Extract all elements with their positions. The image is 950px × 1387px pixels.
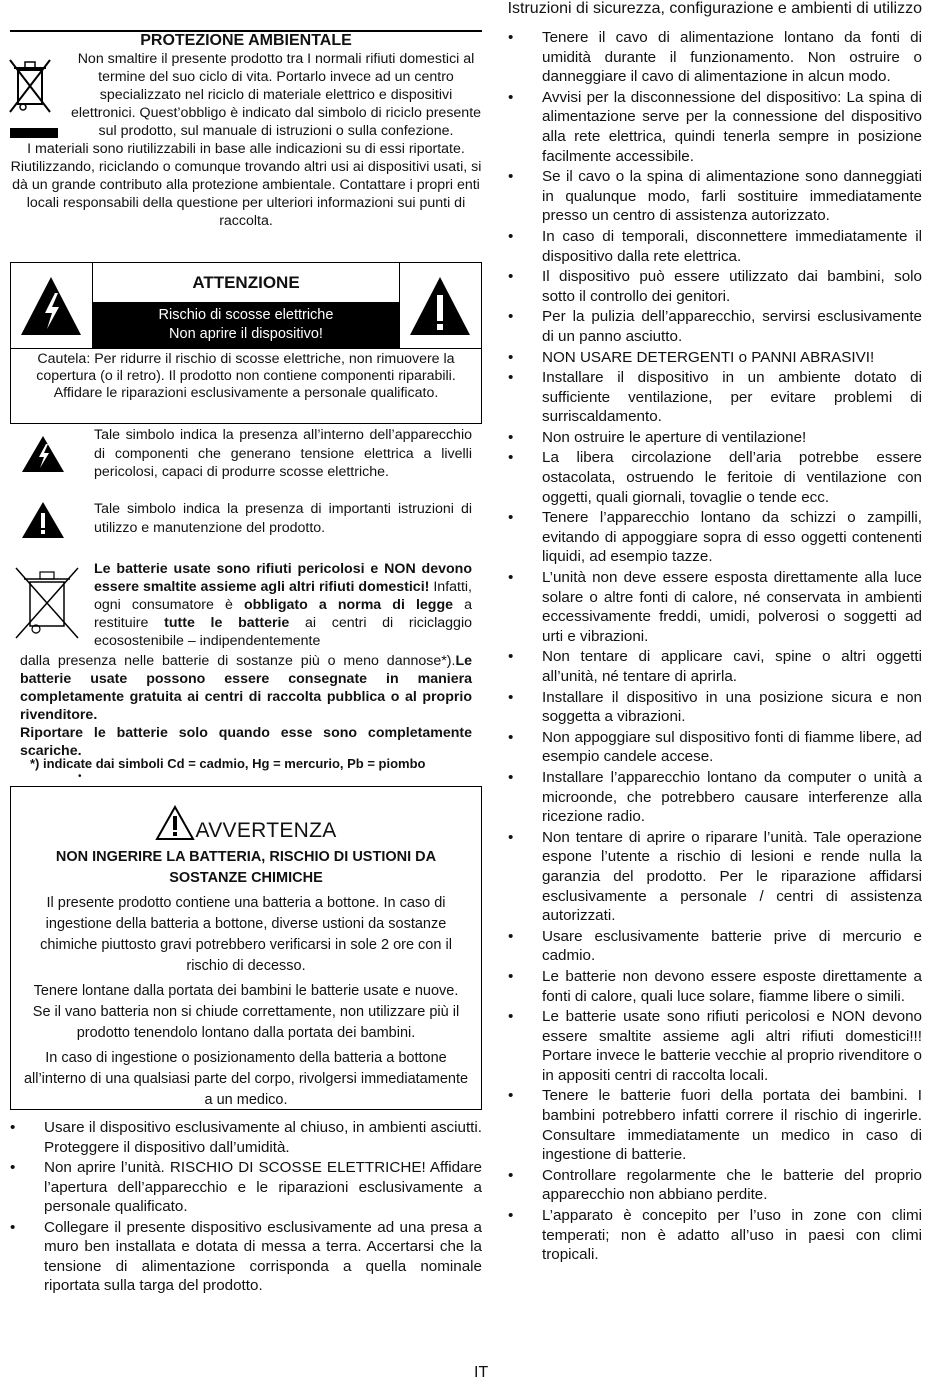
battery-text-3: ai centri di riciclaggio ecosostenibile – indipendentemente	[94, 615, 472, 649]
attention-banner-line-2: Non aprire il dispositivo!	[169, 326, 323, 342]
attention-header	[93, 263, 399, 349]
list-item: • Tenere l’apparecchio lontano da schizzi o zampilli, evitando di appoggiare sopra di esso oggetti contenenti liquidi, ad esempio tazze.	[508, 508, 922, 567]
battery-bold-5: Riportare le batterie solo quando esse sono completamente scariche.	[20, 725, 472, 759]
environment-body	[10, 50, 482, 230]
list-item: • Tenere le batterie fuori della portata dei bambini. I bambini potrebbero infatti correre il rischio di ingerirle. Consultare immediatamente un medico in caso di ingestione di batterie.	[508, 1086, 922, 1164]
warning-title: AVVERTENZA	[195, 819, 337, 842]
list-item: • Non tentare di applicare cavi, spine o altri oggetti all’unità, né tentare di aprirla.	[508, 647, 922, 686]
list-item: • Non tentare di aprire o riparare l’unità. Tale operazione espone l’utente a rischio di lesioni e rende nulla la garanzia del prodotto. Per le riparazione affidarsi esclusivamente a personale / centri di assistenza autorizzati.	[508, 828, 922, 926]
list-item: • L’unità non deve essere esposta direttamente alla luce solare o altre fonti di calore, né conservata in ambienti eccessivamente freddi, umidi, polverosi o soggetti ad urti e vibrazioni.	[508, 568, 922, 646]
list-item: • In caso di temporali, disconnettere immediatamente il dispositivo dalla rete elettrica.	[508, 227, 922, 266]
attention-banner-line-1: Rischio di scosse elettriche	[158, 307, 334, 323]
list-item: • Avvisi per la disconnessione del dispositivo: La spina di alimentazione serve per la connessione del dispositivo alla rete elettrica, quindi tenerla sempre in posizione facilmente accessibile.	[508, 88, 922, 166]
list-item: • NON USARE DETERGENTI o PANNI ABRASIVI!	[508, 348, 922, 368]
battery-text-1: Infatti, ogni consumatore è	[94, 579, 472, 613]
list-item: • Il dispositivo può essere utilizzato dai bambini, solo sotto il controllo dei genitori.	[508, 267, 922, 306]
battery-text-4: dalla presenza nelle batterie di sostanze più o meno dannose*).	[20, 653, 456, 669]
exclamation-panel	[399, 263, 481, 349]
warning-para-1: Il presente prodotto contiene una batteria a bottone. In caso di ingestione della batteria a bottone, diverse ustioni da sostanze chimiche piuttosto gravi potrebbero verificarsi in sole 2 ore con il rischio di decesso.	[40, 895, 452, 974]
battery-bold-1: Le batterie usate sono rifiuti pericolosi e NON devono essere smaltite assieme agli altri rifiuti domestici!	[94, 561, 472, 595]
attention-caution: Cautela: Per ridurre il rischio di scosse elettriche, non rimuovere la copertura (o il retro). Il prodotto non contiene componenti riparabili. Affidare le riparazioni esclusivamente a personale qualificato.	[36, 351, 456, 401]
list-item: • Installare l’apparecchio lontano da computer o unità a microonde, che potrebbero causare interferenze alla ricezione radio.	[508, 768, 922, 827]
list-item: • Installare il dispositivo in una posizione sicura e non soggetta a vibrazioni.	[508, 688, 922, 727]
list-item: • Usare esclusivamente batterie prive di mercurio e cadmio.	[508, 927, 922, 966]
warning-para-3: In caso di ingestione o posizionamento della batteria a bottone all’interno di una qualsiasi parte del corpo, rivolgersi immediatamente a un medico.	[23, 1050, 469, 1108]
list-item: • Installare il dispositivo in un ambiente dotato di sufficiente ventilazione, per evitare problemi di surriscaldamento.	[508, 368, 922, 427]
battery-text-2: a restituire	[94, 597, 472, 631]
list-item: • Per la pulizia dell’apparecchio, servirsi esclusivamente di un panno asciutto.	[508, 307, 922, 346]
environment-title: PROTEZIONE AMBIENTALE	[10, 30, 482, 50]
list-item: • Se il cavo o la spina di alimentazione sono danneggiati in qualunque modo, farli sostituire immediatamente presso un centro di assistenza autorizzato.	[508, 167, 922, 226]
warning-para-2: Tenere lontane dalla portata dei bambini le batterie usate e nuove. Se il vano batteria non si chiude correttamente, non utilizzare più il prodotto tenendolo lontano dalla portata dei bambini.	[32, 983, 460, 1041]
right-bullet-list	[508, 28, 922, 1266]
list-item: • Usare il dispositivo esclusivamente al chiuso, in ambienti asciutti. Proteggere il dispositivo dall’umidità.	[10, 1118, 482, 1157]
page-header: Istruzioni di sicurezza, configurazione e ambienti di utilizzo	[507, 0, 922, 17]
warning-heading	[11, 805, 481, 843]
battery-footnote: *) indicate dai simboli Cd = cadmio, Hg = mercurio, Pb = piombo	[30, 756, 426, 771]
battery-notice-2	[20, 652, 472, 760]
list-item: • Non ostruire le aperture di ventilazione!	[508, 428, 922, 448]
battery-notice-1	[94, 560, 472, 650]
exclamation-symbol-text: Tale simbolo indica la presenza di importanti istruzioni di utilizzo e manutenzione del prodotto.	[94, 501, 472, 536]
lightning-triangle-icon	[11, 263, 91, 347]
exclamation-symbol-icon	[20, 500, 66, 540]
list-item: • Le batterie usate sono rifiuti pericolosi e NON devono essere smaltite assieme agli altri rifiuti domestici!!! Portare invece le batterie vecchie al proprio rivenditore o in appositi centri di raccolta locali.	[508, 1007, 922, 1085]
attention-title: ATTENZIONE	[93, 263, 399, 303]
list-item: • La libera circolazione dell’aria potrebbe essere ostacolata, ostruendo le feritoie di ventilazione con oggetti, quali giornali, tovaglie o tende ecc.	[508, 448, 922, 507]
battery-bin-icon	[12, 562, 82, 642]
battery-bold-3: tutte le batterie	[164, 615, 290, 631]
exclamation-triangle-icon	[400, 263, 480, 347]
list-item: • Non appoggiare sul dispositivo fonti di fiamme libere, ad esempio candele accese.	[508, 728, 922, 767]
left-bullet-list	[10, 1118, 482, 1297]
shock-hazard-panel	[11, 263, 93, 349]
environment-para-1: Non smaltire il presente prodotto tra I normali rifiuti domestici al termine del suo ciclo di vita. Portarlo invece ad un centro specializzato nel riciclo di materiale elettrico e dispositivi elettronici. Quest’obbligo è indicato dal simbolo di riciclo presente sul prodotto, sul manuale di istruzioni o sulla confezione.	[70, 51, 482, 139]
attention-banner	[93, 303, 399, 349]
stray-bullet: •	[78, 771, 82, 782]
list-item: • Controllare regolarmente che le batterie del proprio apparecchio non abbiano perdite.	[508, 1166, 922, 1205]
list-item: • Non aprire l’unità. RISCHIO DI SCOSSE ELETTRICHE! Affidare l’apertura dell’apparecchio e le riparazioni esclusivamente a personale qualificato.	[10, 1158, 482, 1217]
list-item: • Tenere il cavo di alimentazione lontano da fonti di umidità durante il funzionamento. Non ostruire o danneggiare il cavo di alimentazione in alcun modo.	[508, 28, 922, 87]
list-item: • L’apparato è concepito per l’uso in zone con climi temperati; non è adatto all’uso in paesi con climi tropicali.	[508, 1206, 922, 1265]
list-item: • Collegare il presente dispositivo esclusivamente ad una presa a muro ben installata e dotata di messa a terra. Accertarsi che la tensione di alimentazione corrisponda a quella nominale riportata sulla targa del prodotto.	[10, 1218, 482, 1296]
attention-box	[10, 262, 482, 424]
lightning-symbol-icon	[20, 434, 66, 474]
lightning-symbol-text: Tale simbolo indica la presenza all’interno dell’apparecchio di componenti che generano tensione elettrica a livelli pericolosi, capaci di produrre scosse elettriche.	[94, 427, 472, 480]
warning-box	[10, 786, 482, 1110]
warning-subtitle: NON INGERIRE LA BATTERIA, RISCHIO DI USTIONI DA SOSTANZE CHIMICHE	[55, 849, 437, 886]
warning-triangle-icon	[155, 805, 195, 841]
environment-para-2: I materiali sono riutilizzabili in base alle indicazioni su di essi riportate. Riutilizzando, riciclando o comunque trovando altri usi ai dispositivi usati, si dà un grande contributo alla protezione ambientale. Contattare i propri enti locali responsabili della questione per ulteriori informazioni sui punti di raccolta.	[10, 141, 482, 229]
page-language-label: IT	[474, 1364, 489, 1381]
list-item: • Le batterie non devono essere esposte direttamente a fonti di calore, quali luce solare, fiamme libere o simili.	[508, 967, 922, 1006]
battery-bold-4: Le batterie usate possono essere consegnate in maniera completamente gratuita ai centri di raccolta pubblica o al proprio rivenditore.	[20, 653, 472, 723]
battery-bold-2: obbligato a norma di legge	[243, 597, 454, 613]
